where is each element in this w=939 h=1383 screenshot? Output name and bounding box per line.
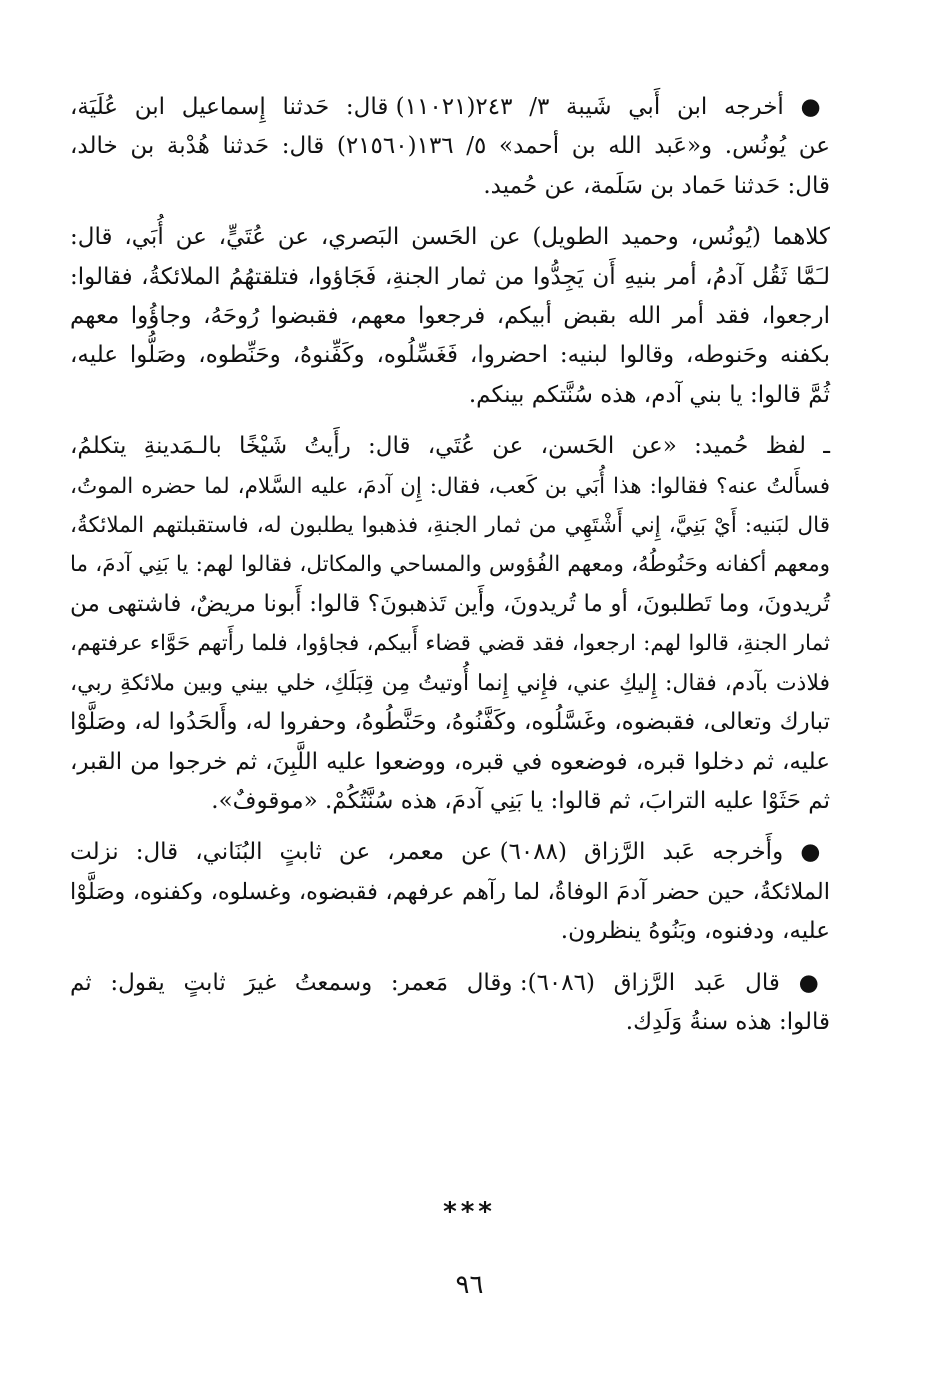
- text-line: ● أخرجه ابن أَبي شَيبة ٣/ ٢٤٣(١١٠٢١) قال: حَدثنا إِسماعيل ابن عُلَيَة،: [70, 94, 831, 120]
- paragraph-takhrij-abd-al-razzaq-6086: [70, 964, 830, 1043]
- paragraph-takhrij-ibn-abi-shayba: [70, 88, 830, 206]
- page-body: [70, 88, 830, 1054]
- text-line: بكفنه وحَنوطه، وقالوا لبنيه: احضروا، فَغَسِّلُوه، وكَفِّنوهُ، وحَنِّطوه، وصَلُّوا عليه،: [70, 342, 830, 369]
- text-line: قال لبَنيه: أَيْ بَنِيَّ، إِني أَشْتَهِي من ثمار الجنةِ، فذهبوا يطلبون له، فاستقبلتهم الملائكةُ،: [70, 513, 830, 539]
- text-line: ومعهم أكفانه وحَنُوطُهُ، ومعهم الفُؤوس والمساحي والمكاتل، فقالوا لهم: يا بَنِي آدمَ، ما: [70, 552, 830, 578]
- text-line: ثم حَثَوْا عليه الترابَ، ثم قالوا: يا بَنِي آدمَ، هذه سُنَّتُكُمْ. «موقوفٌ».: [211, 787, 830, 814]
- text-line: عليه، ودفنوه، وبَنُوهُ ينظرون.: [560, 918, 830, 945]
- text-line: ثُمَّ قالوا: يا بني آدم، هذه سُنَّتكم بينكم.: [468, 381, 830, 408]
- text-line: ● قال عَبد الرَّزاق (٦٠٨٦): وقال مَعمر: وسمعتُ غيرَ ثابتٍ يقول: ثم: [70, 969, 830, 996]
- text-line: قال: حَدثنا حَماد بن سَلَمة، عن حُميد.: [483, 172, 830, 199]
- text-line: ● وأَخرجه عَبد الرَّزاق (٦٠٨٨) عن معمر، عن ثابتٍ البُنَاني، قال: نزلت: [70, 839, 830, 866]
- section-separator: ***: [443, 1197, 496, 1227]
- text-line: تبارك وتعالى، فقبضوه، وغَسَّلُوه، وكَفَّنُوهُ، وحَنَّطُوهُ، وحفروا له، وأَلحَدُوا له، وصَلَّوْا: [70, 709, 830, 736]
- text-line: عليه، ثم دخلوا قبره، فوضعوه في قبره، ووضعوا عليه اللَّبِنَ، ثم خرجوا من القبر،: [70, 748, 830, 775]
- text-line: ـ لفظ حُميد: «عن الحَسن، عن عُتَي، قال: رأَيتُ شَيْخًا بالـمَدينةِ يتكلمُ،: [70, 433, 830, 460]
- text-line: فسأَلتُ عنه؟ فقالوا: هذا أُبَي بن كَعب، فقال: إِن آدمَ، عليه السَّلام، لما حضره الموتُ،: [70, 473, 830, 499]
- text-line: تُريدونَ، وما تَطلبونَ، أو ما تُريدونَ، وأَين تَذهبونَ؟ قالوا: أَبونا مريضٌ، فاشتهى من: [70, 590, 830, 617]
- text-line: عن يُونُس. و«عَبد الله بن أحمد» ٥/ ١٣٦(٢١٥٦٠) قال: حَدثنا هُدْبة بن خالد،: [70, 133, 830, 160]
- paragraph-takhrij-abd-al-razzaq-6088: [70, 833, 830, 951]
- paragraph-hadith-text: [70, 218, 830, 415]
- page-number: ٩٦: [455, 1270, 484, 1300]
- text-line: ارجعوا، فقد أمر الله بقبض أبيكم، فرجعوا معهم، فقبضوا رُوحَهُ، وجاؤُوا معهم: [70, 303, 830, 330]
- text-line: ثمار الجنةِ، قالوا لهم: ارجعوا، فقد قضي قضاء أَبيكم، فجاؤوا، فلما رأَتهم حَوَّاء عرفتهم،: [70, 631, 830, 657]
- paragraph-lafz-humaid: [70, 427, 830, 821]
- text-line: الملائكةُ، حين حضر آدمَ الوفاةُ، لما رآهم عرفهم، فقبضوه، وغسلوه، وكفنوه، وصَلَّوْا: [70, 878, 830, 905]
- text-line: كلاهما (يُونُس، وحميد الطويل) عن الحَسن البَصري، عن عُتَيٍّ، عن أُبَي، قال:: [70, 224, 830, 251]
- text-line: قالوا: هذه سنةُ وَلَدِك.: [625, 1008, 830, 1035]
- text-line: فلاذت بآدم، فقال: إِليكِ عني، فإِني إِنما أُوتيتُ مِن قِبَلَكِ، خلي بيني وبين ملائكةِ ربي،: [70, 670, 830, 696]
- text-line: لـَمَّا ثَقُل آدمُ، أمر بنيهِ أَن يَجِدُّوا من ثمار الجنةِ، فَجَاؤوا، فتلقتهُمُ الملائكةُ، فقالوا:: [70, 263, 830, 290]
